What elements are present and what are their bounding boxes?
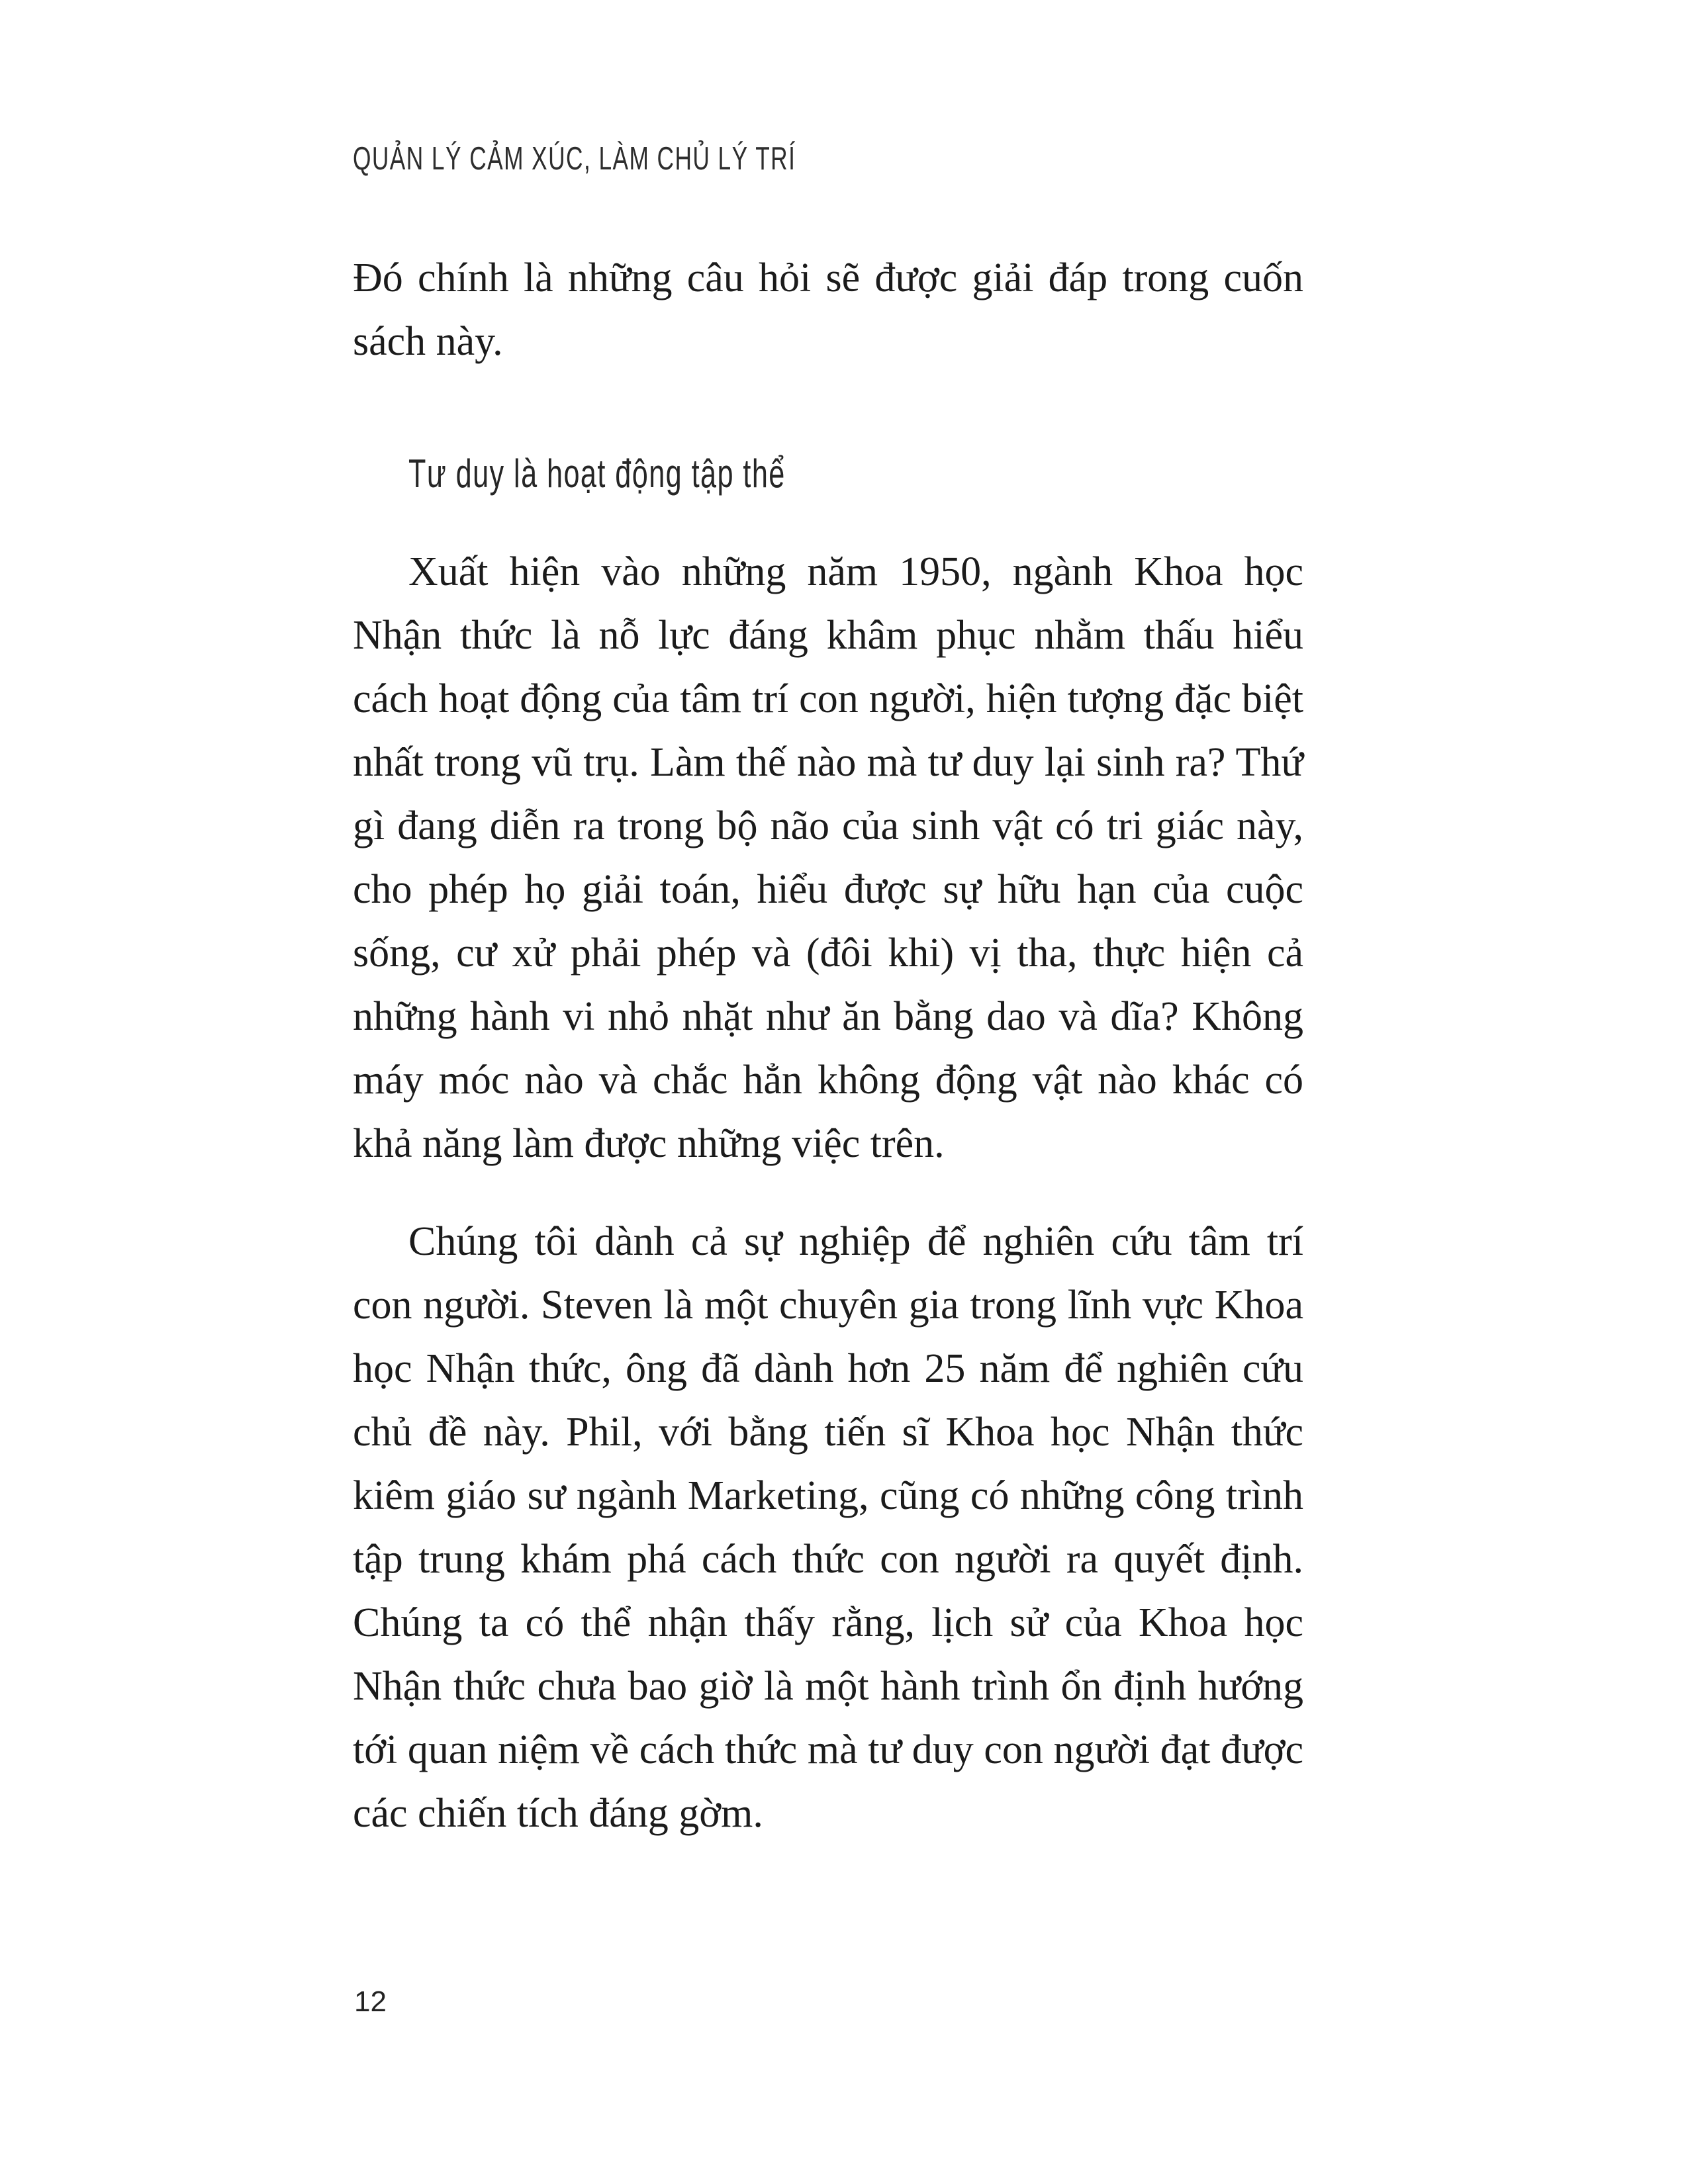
page-number: 12: [354, 1985, 387, 2018]
paragraph-intro: Đó chính là những câu hỏi sẽ được giải đáp trong cuốn sách này.: [353, 255, 1303, 364]
page-content: [353, 246, 1303, 1845]
paragraph-cognitive-science: Xuất hiện vào những năm 1950, ngành Khoa học Nhận thức là nỗ lực đáng khâm phục nhằm thấu hiểu cách hoạt động của tâm trí con người, hiện tượng đặc biệt nhất trong vũ trụ. Làm thế nào mà tư duy lại sinh ra? Thứ gì đang diễn ra trong bộ não của sinh vật có tri giác này, cho phép họ giải toán, hiểu được sự hữu hạn của cuộc sống, cư xử phải phép và (đôi khi) vị tha, thực hiện cả những hành vi nhỏ nhặt như ăn bằng dao và dĩa? Không máy móc nào và chắc hẳn không động vật nào khác có khả năng làm được những việc trên.: [353, 549, 1303, 1166]
section-heading: [353, 451, 1303, 496]
running-header-text: QUẢN LÝ CẢM XÚC, LÀM CHỦ LÝ TRÍ: [353, 141, 796, 177]
paragraph-authors: Chúng tôi dành cả sự nghiệp để nghiên cứu tâm trí con người. Steven là một chuyên gia trong lĩnh vực Khoa học Nhận thức, ông đã dành hơn 25 năm để nghiên cứu chủ đề này. Phil, với bằng tiến sĩ Khoa học Nhận thức kiêm giáo sư ngành Marketing, cũng có những công trình tập trung khám phá cách thức con người ra quyết định. Chúng ta có thể nhận thấy rằng, lịch sử của Khoa học Nhận thức chưa bao giờ là một hành trình ổn định hướng tới quan niệm về cách thức mà tư duy con người đạt được các chiến tích đáng gờm.: [353, 1219, 1303, 1836]
running-header: [353, 140, 968, 177]
section-heading-text: Tư duy là hoạt động tập thể: [408, 451, 786, 496]
